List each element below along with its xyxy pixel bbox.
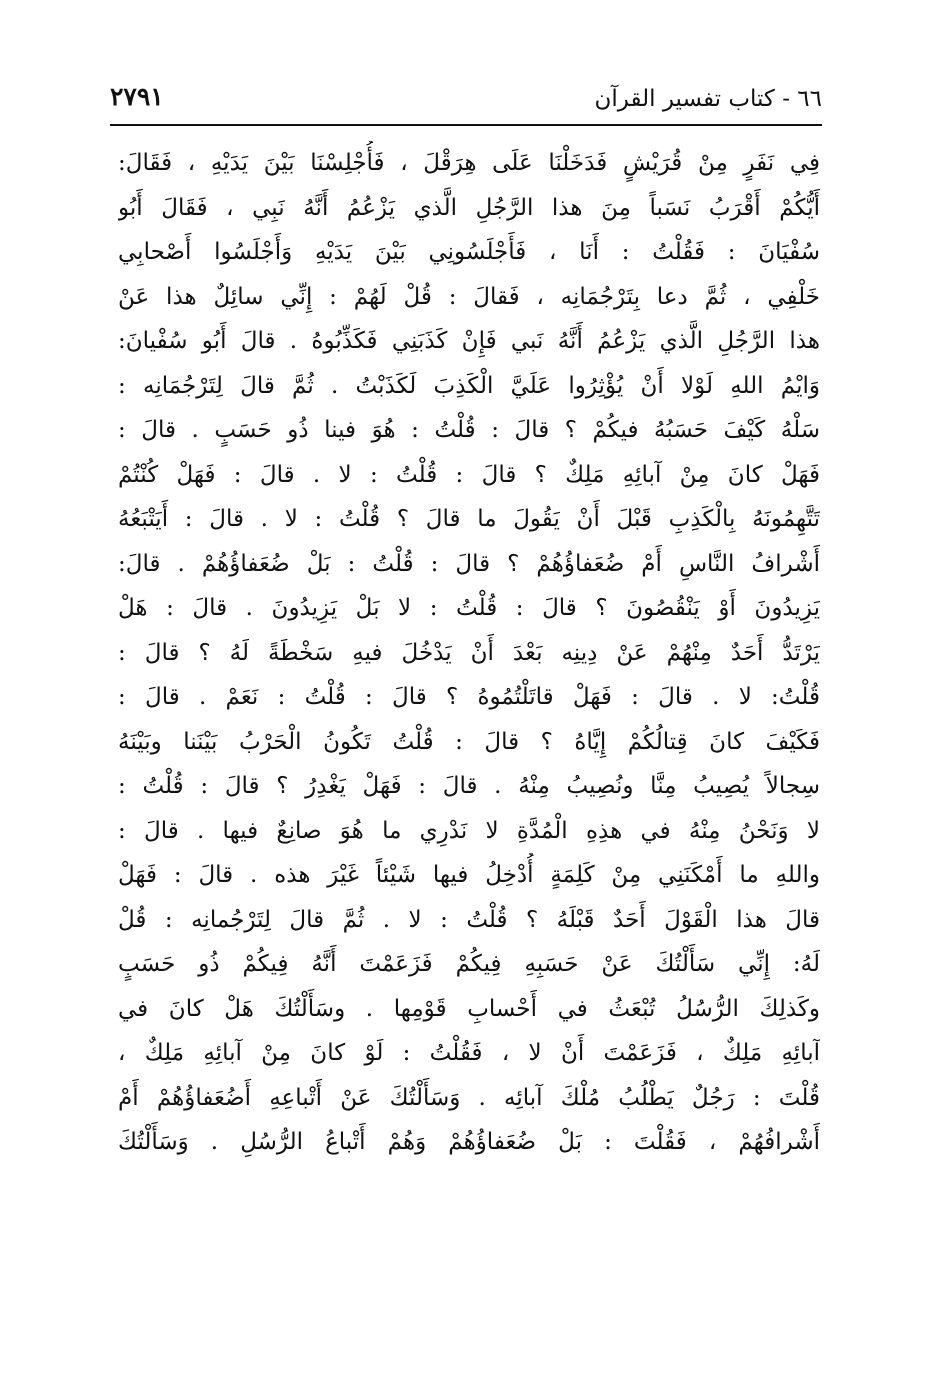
text-line: خَلْفِي ، ثُمَّ دعا بِتَرْجُمَانِه ، فَقالَ : قُلْ لَهُمْ : إِنِّي سائِلٌ هذا عَنْ xyxy=(118,283,820,310)
text-line: قالَ هذا الْقَوْلَ أَحَدٌ قَبْلَهُ ؟ قُلْتُ : لا . ثُمَّ قالَ لِتَرْجُمانِه : قُلْ xyxy=(118,906,820,933)
body-text xyxy=(118,141,820,1165)
text-line: هذا الرَّجُلِ الَّذي يَزْعُمُ أَنَّهُ نَبي فَإِنْ كَذَبَنِي فَكَذِّبُوهُ . قالَ أَبُو سُفْيانَ: xyxy=(118,328,820,354)
text-line: فَكَيْفَ كانَ قِتالُكُمْ إِيَّاهُ ؟ قالَ : قُلْتُ تَكُونُ الْحَرْبُ بَيْنَنا وبَيْنَهُ xyxy=(118,728,820,755)
text-line: قُلْتُ: لا . قالَ : فَهَلْ قاتَلْتُمُوهُ ؟ قالَ : قُلْتُ : نَعَمْ . قالَ : xyxy=(118,684,820,710)
text-line: وَايْمُ اللهِ لَوْلا أَنْ يُؤْثِرُوا عَلَيَّ الْكَذِبَ لَكَذَبْتُ . ثُمَّ قالَ لِتَرْجُمَانِه : xyxy=(118,372,820,399)
text-line: آبائِهِ مَلِكٌ ، فَزَعَمْتَ أَنْ لا ، فَقُلْتُ : لَوْ كانَ مِنْ آبائِهِ مَلِكٌ ، xyxy=(118,1040,820,1066)
text-line: لَهُ: إِنِّي سَأَلْتُكَ عَنْ حَسَبِهِ فِيكُمْ فَزَعَمْتَ أَنَّهُ فِيكُمْ ذُو حَسَبٍ xyxy=(118,951,820,977)
header-rule xyxy=(110,124,822,126)
text-line: يَزِيدُونَ أَوْ يَنْقُصُونَ ؟ قالَ : قُلْتُ : لا بَلْ يَزِيدُونَ . قالَ : هَلْ xyxy=(118,595,820,621)
text-line: سَلْهُ كَيْفَ حَسَبُهُ فيكُمْ ؟ قالَ : قُلْتُ : هُوَ فينا ذُو حَسَبٍ . قالَ : xyxy=(118,417,820,443)
text-line: تَتَّهِمُونَهُ بِالْكَذِبِ قَبْلَ أَنْ يَقُولَ ما قالَ ؟ قُلْتُ : لا . قالَ : أَيَتْبَعُهُ xyxy=(118,506,820,532)
page-number: ٢٧٩١ xyxy=(110,82,164,111)
text-line: واللهِ ما أَمْكَنَنِي مِنْ كَلِمَةٍ أُدْخِلُ فيها شَيْئاً غَيْرَ هذه . قالَ : فَهَلْ xyxy=(118,862,820,888)
text-line: وكَذلِكَ الرُّسُلُ تُبْعَثُ في أَحْسابِ قَوْمِها . وسَأَلْتُكَ هَلْ كانَ في xyxy=(118,995,820,1022)
page-header xyxy=(110,82,822,122)
text-line: فِي نَفَرٍ مِنْ قُرَيْشٍ فَدَخَلْنَا عَلَى هِرَقْلَ ، فَأُجْلِسْنَا بَيْنَ يَدَيْهِ ، فَقَالَ: xyxy=(118,150,820,176)
text-line: سِجالاً يُصِيبُ مِنَّا ونُصِيبُ مِنْهُ . قالَ : فَهَلْ يَغْدِرُ ؟ قالَ : قُلْتُ : xyxy=(118,773,820,799)
text-line: يَرْتَدُّ أَحَدٌ مِنْهُمْ عَنْ دِينِه بَعْدَ أَنْ يَدْخُلَ فيهِ سَخْطَةً لَهُ ؟ قالَ : xyxy=(118,639,820,666)
running-title: ٦٦ - كتاب تفسير القرآن xyxy=(594,86,822,112)
text-line: قُلْتَ : رَجُلٌ يَطْلُبُ مُلْكَ آبائِه . وَسَأَلْتُكَ عَنْ أَتْباعِهِ أَضُعَفاؤُهُمْ أَمْ xyxy=(118,1084,820,1111)
text-line: فَهَلْ كانَ مِنْ آبائِهِ مَلِكٌ ؟ قالَ : قُلْتُ : لا . قالَ : فَهَلْ كُنْتُمْ xyxy=(118,461,820,488)
text-line: أَيُّكُمْ أَقْرَبُ نَسَباً مِنَ هذا الرَّجُلِ الَّذي يَزْعُمُ أَنَّهُ نَبِي ، فَقَالَ أَبُو xyxy=(118,194,820,221)
text-line: أَشْرافُ النَّاسِ أَمْ ضُعَفاؤُهُمْ ؟ قالَ : قُلْتُ : بَلْ ضُعَفاؤُهُمْ . قالَ: xyxy=(118,550,820,577)
text-line: سُفْيَانَ : فَقُلْتُ : أَنَا ، فَأَجْلَسُونِي بَيْنَ يَدَيْهِ وَأَجْلَسُوا أَصْحابِي xyxy=(118,239,820,265)
text-line: لا وَنَحْنُ مِنْهُ في هذِهِ الْمُدَّةِ لا نَدْرِي ما هُوَ صانِعٌ فيها . قالَ : xyxy=(118,817,820,844)
text-line: أَشْرافُهُمْ ، فَقُلْتَ : بَلْ ضُعَفاؤُهُمْ وَهُمْ أَتْباعُ الرُّسُلِ . وَسَأَلْتُكَ xyxy=(118,1129,820,1155)
